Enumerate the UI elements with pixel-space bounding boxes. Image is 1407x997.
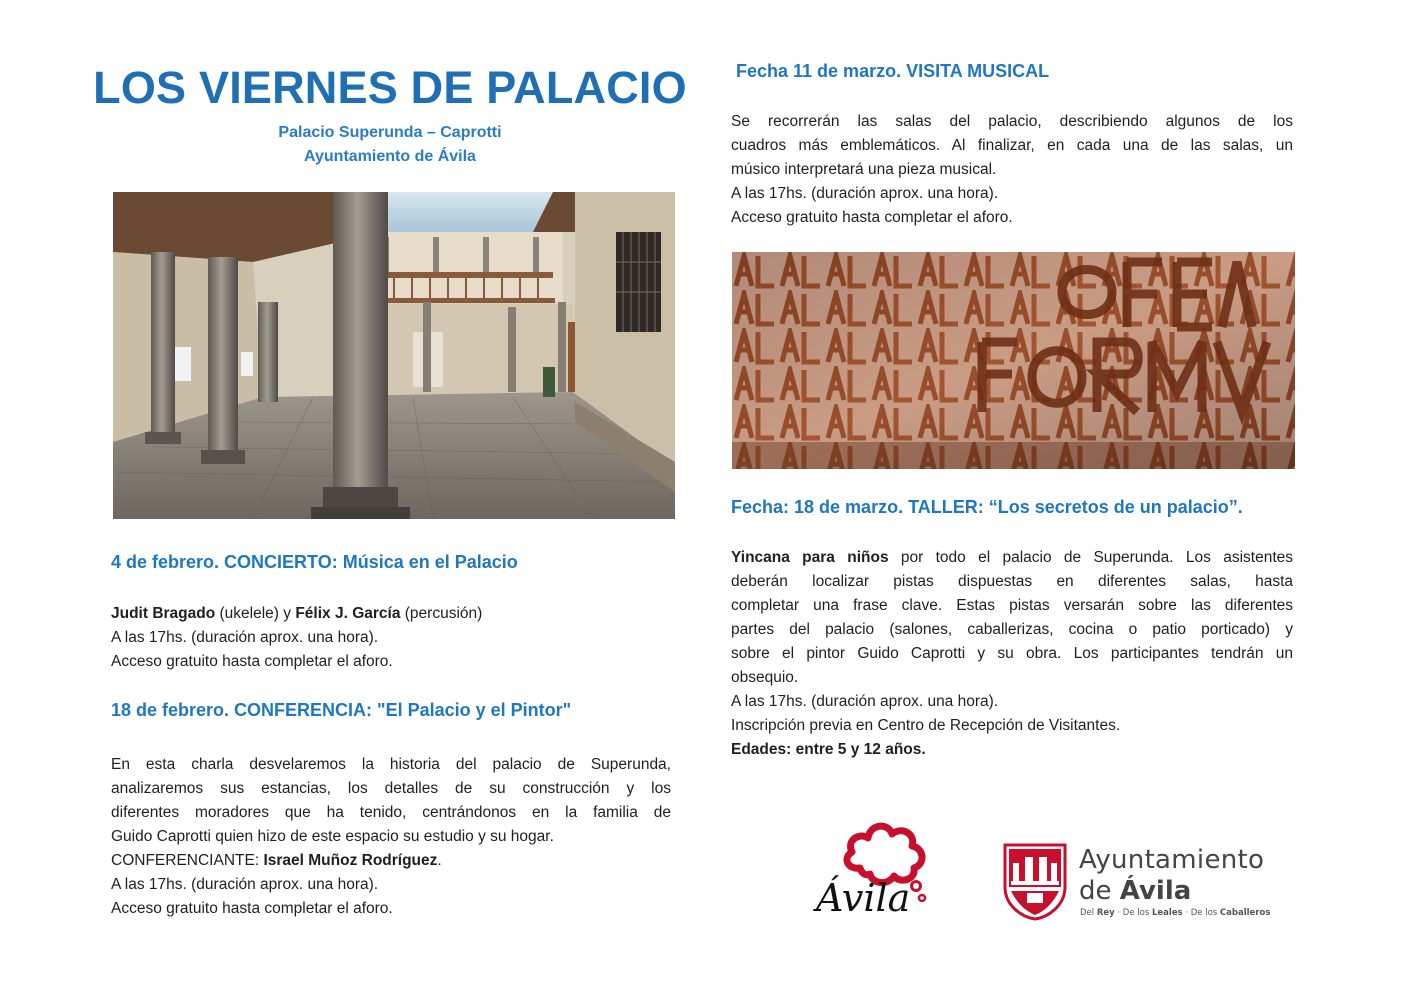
description-line (731, 546, 1293, 570)
description-line: Se recorrerán las salas del palacio, describiendo algunos de los (731, 113, 1293, 130)
event-heading-workshop: Fecha: 18 de marzo. TALLER: “Los secretos de un palacio”. (731, 497, 1243, 517)
speaker-label: CONFERENCIANTE: (111, 852, 264, 869)
description-line: obsequio. (731, 669, 799, 686)
council-motto (1080, 908, 1270, 918)
avila-script-wordmark: Ávila (816, 876, 911, 920)
event-body-workshop (731, 546, 1293, 762)
event-signup: Inscripción previa en Centro de Recepción de Visitantes. (731, 717, 1121, 734)
description-line: sobre el pintor Guido Caprotti y su obra. Los participantes tendrán un (731, 645, 1293, 662)
performer-name: Judit Bragado (111, 605, 216, 622)
event-body-concert (111, 602, 671, 674)
description-line: completar una frase clave. Estas pistas versarán sobre las diferentes (731, 597, 1293, 614)
speaker-name: Israel Muñoz Rodríguez (263, 852, 438, 869)
description-line: analizaremos sus estancias, los detalles de su construcción y los (111, 780, 671, 797)
ages-text: Edades: entre 5 y 12 años. (731, 741, 926, 758)
coat-of-arms-icon (1003, 843, 1067, 921)
activity-name: Yincana para niños (731, 549, 889, 566)
avila-tourism-logo (812, 810, 942, 930)
performer-name: Félix J. García (295, 605, 401, 622)
performer-instrument: (ukelele) y (215, 605, 296, 622)
speaker-end: . (437, 852, 442, 869)
event-heading-conference: 18 de febrero. CONFERENCIA: "El Palacio y el Pintor" (111, 700, 572, 720)
motto-part: Del (1080, 908, 1097, 918)
subtitle-city-council: Ayuntamiento de Ávila (304, 148, 476, 165)
speaker-line (111, 849, 671, 873)
motto-part: · De los (1182, 908, 1220, 918)
performer-instrument: (percusión) (400, 605, 483, 622)
subtitle-palace: Palacio Superunda – Caprotti (278, 124, 502, 141)
description-line: partes del palacio (salones, caballerizas, cocina o patio porticado) y (731, 621, 1293, 638)
event-body-musical-visit (731, 110, 1293, 230)
performers-line (111, 602, 671, 626)
page-title: LOS VIERNES DE PALACIO (93, 62, 687, 113)
description-line: En esta charla desvelaremos la historia del palacio de Superunda, (111, 756, 671, 773)
city-council-logo (1003, 843, 1273, 923)
event-ages (731, 738, 1293, 762)
description-line: diferentes moradores que ha tenido, centrándonos en la familia de (111, 804, 671, 821)
council-city-name: Ávila (1119, 876, 1192, 906)
motto-part: Rey (1096, 908, 1115, 918)
description-line: deberán localizar pistas dispuestas en diferentes salas, hasta (731, 573, 1293, 590)
palace-courtyard-photo (113, 192, 675, 519)
event-access: Acceso gratuito hasta completar el aforo. (731, 209, 1013, 226)
motto-part: Leales (1151, 908, 1183, 918)
event-body-conference (111, 753, 671, 921)
council-name-line1: Ayuntamiento (1079, 845, 1265, 875)
event-heading-concert: 4 de febrero. CONCIERTO: Música en el Palacio (111, 552, 518, 572)
motto-part: · De los (1114, 908, 1152, 918)
description-line: Guido Caprotti quien hizo de este espacio su estudio y su hogar. (111, 828, 554, 845)
description-line: cuadros más emblemáticos. Al finalizar, en cada una de las salas, un (731, 137, 1293, 154)
event-access: Acceso gratuito hasta completar el aforo. (111, 653, 393, 670)
event-access: Acceso gratuito hasta completar el aforo. (111, 900, 393, 917)
description-line: músico interpretará una pieza musical. (731, 161, 997, 178)
description-text: por todo el palacio de Superunda. Los asistentes (888, 549, 1293, 566)
event-time: A las 17hs. (duración aprox. una hora). (111, 629, 379, 646)
letters-sculpture-photo (732, 252, 1295, 469)
event-time: A las 17hs. (duración aprox. una hora). (111, 876, 379, 893)
motto-part: Caballeros (1219, 908, 1271, 918)
council-name-line2 (1079, 876, 1191, 906)
event-time: A las 17hs. (duración aprox. una hora). (731, 693, 999, 710)
event-time: A las 17hs. (duración aprox. una hora). (731, 185, 999, 202)
council-name-prefix: de (1079, 876, 1120, 906)
event-heading-musical-visit: Fecha 11 de marzo. VISITA MUSICAL (736, 61, 1050, 81)
